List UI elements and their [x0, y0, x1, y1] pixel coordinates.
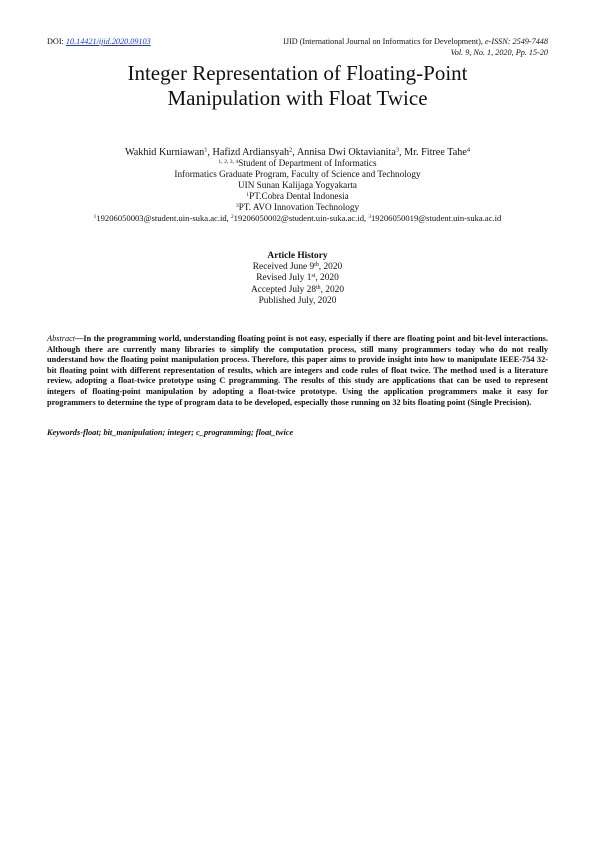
history-heading: Article History	[267, 251, 328, 261]
affiliation-line	[30, 191, 565, 202]
author-sup: 2	[289, 146, 293, 154]
affiliation-line	[30, 158, 565, 169]
author-sep: ,	[207, 147, 213, 158]
affiliations	[30, 158, 565, 213]
email-list	[20, 213, 575, 224]
history-text: , 2020	[318, 262, 343, 273]
doi-header	[47, 37, 151, 48]
affiliation-sup: 1, 2, 3, 4	[218, 158, 239, 165]
email-address[interactable]: 19206050002@student.uin-suka.ac.id,	[233, 213, 369, 223]
article-history	[100, 251, 495, 307]
affiliation-line: UIN Sunan Kalijaga Yogyakarta	[238, 180, 357, 190]
history-sup: th	[316, 284, 321, 291]
history-received	[100, 262, 495, 273]
history-published: Published July, 2020	[258, 295, 337, 306]
history-text: Revised July 1	[256, 273, 312, 284]
author-sup: 3	[395, 146, 400, 154]
author-name: Annisa Dwi Oktavianita	[296, 147, 396, 158]
email-address[interactable]: 19206050003@student.uin-suka.ac.id,	[96, 213, 231, 223]
doi-label: DOI:	[47, 37, 66, 46]
title-line-1: Integer Representation of Floating-Point	[127, 61, 468, 85]
author-name: Mr. Fitree Tahe	[404, 147, 467, 158]
abstract-label: Abstract	[47, 334, 76, 343]
author-sup: 1	[204, 146, 208, 154]
author-name: Wakhid Kurniawan	[124, 147, 205, 158]
email-sup: 2	[230, 214, 234, 221]
author-sup: 4	[466, 146, 471, 154]
doi-link[interactable]: 10.14421/ijid.2020.09103	[65, 37, 151, 46]
journal-name: IJID (International Journal on Informatics for Development),	[283, 37, 485, 46]
author-sep: ,	[292, 147, 297, 158]
history-sup: th	[314, 262, 319, 268]
history-revised	[100, 273, 495, 284]
email-sup: 3	[368, 214, 371, 221]
affiliation-line	[30, 202, 565, 213]
abstract	[47, 334, 548, 408]
history-text: , 2020	[320, 284, 345, 295]
history-text: Received June 9	[252, 262, 315, 273]
affiliation-sup: 1	[246, 191, 250, 198]
author-name: Hafizd Ardiansyah	[212, 147, 290, 158]
history-text: Accepted July 28	[250, 284, 317, 295]
journal-header	[283, 37, 548, 58]
keywords: Keywords-float; bit_manipulation; integer; c_programming; float_twice	[47, 428, 294, 437]
affiliation-sup: 3	[235, 202, 239, 209]
paper-title	[40, 61, 555, 111]
email-address[interactable]: 19206050019@student.uin-suka.ac.id	[370, 213, 502, 223]
author-sep: ,	[399, 147, 405, 158]
affiliation-text: PT. AVO Innovation Technology	[238, 202, 360, 212]
volume-info: Vol. 9, No. 1, 2020, Pp. 15-20	[450, 47, 548, 57]
email-sup: 1	[93, 214, 97, 221]
history-text: , 2020	[315, 273, 339, 284]
title-line-2: Manipulation with Float Twice	[167, 86, 428, 110]
abstract-text: —In the programming world, understanding floating point is not easy, especially if there are floating point and bit-level interactions. Although there are currently many libraries to simplify the computation process, still many programmers today who do not really understand how the floating point manipulation process. Therefore, this paper aims to provide insight into how to manipulate IEEE-754 32-bit floating point with different representation of results, which are integers and code rules of float twice. The method used is a literature review, adopting a float-twice prototype using C programming. The results of this study are applications that can be used to represent integers of floating-point manipulation by adopting a float-twice prototype. Using the application programmers make it easy for programmers to determine the type of program data to be developed, especially those running on 32 bits floating point (Single Precision).	[47, 334, 548, 407]
affiliation-text: Student of Department of Informatics	[238, 158, 377, 168]
issn: e-ISSN: 2549-7448	[485, 37, 548, 46]
history-accepted	[100, 285, 495, 296]
affiliation-line: Informatics Graduate Program, Faculty of Science and Technology	[174, 169, 421, 179]
affiliation-text: PT.Cobra Dental Indonesia	[249, 191, 349, 201]
history-sup: st	[311, 273, 316, 280]
